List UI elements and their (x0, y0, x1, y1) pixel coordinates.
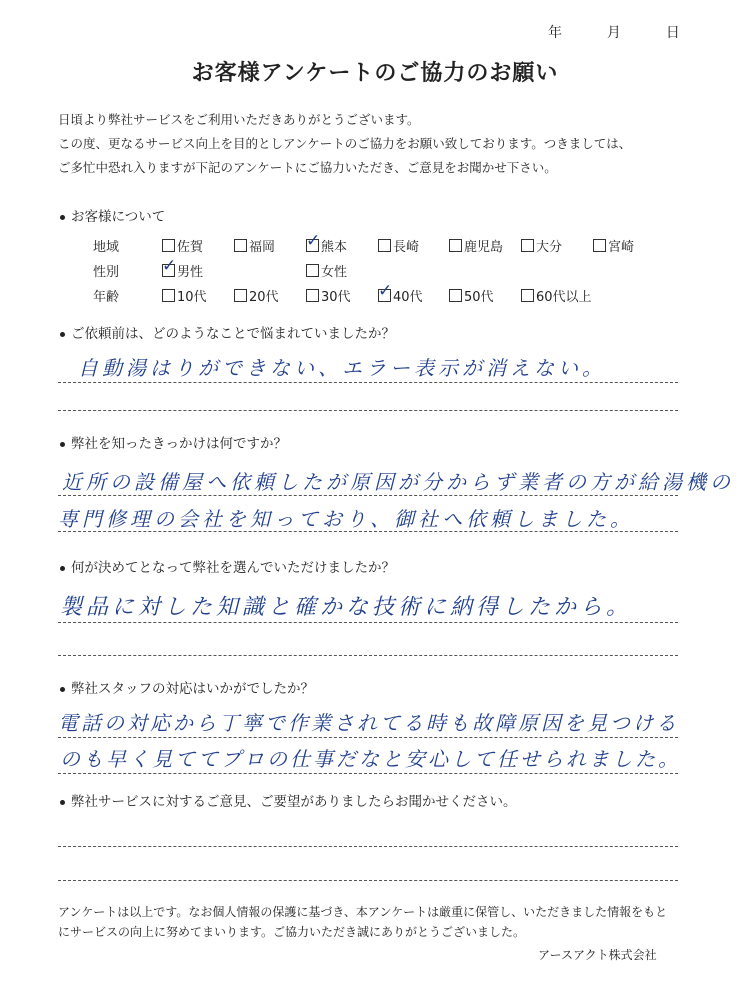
answer-1-rule (58, 382, 678, 383)
question-2: 弊社を知ったきっかけは何ですか？ (60, 432, 287, 452)
checkbox[interactable] (162, 239, 175, 252)
gender-option-male[interactable]: ✓ 男性 (162, 256, 204, 280)
date-year: 年 (548, 25, 562, 41)
answer-5-rule (58, 846, 678, 847)
checkbox[interactable] (234, 239, 247, 252)
age-option-50s[interactable]: 50代 (449, 286, 494, 305)
answer-4-rule (58, 737, 678, 738)
intro-line: 日頃より弊社サービスをご利用いただきありがとうございます。 (58, 112, 420, 127)
region-option-kumamoto[interactable]: ✓ 熊本 (306, 231, 348, 255)
answer-4-rule (58, 773, 678, 774)
checkbox[interactable] (521, 239, 534, 252)
region-option-miyazaki[interactable]: 宮崎 (593, 236, 634, 255)
answer-1-line-1: 自動湯はりができない、エラー表示が消えない。 (78, 356, 606, 380)
date-month: 月 (606, 25, 621, 41)
checkbox[interactable] (449, 239, 462, 252)
age-option-60s-plus[interactable]: 60代以上 (521, 286, 592, 305)
age-option-10s[interactable]: 10代 (162, 286, 207, 305)
region-label: 地域 (93, 240, 120, 255)
answer-2-rule (58, 531, 678, 532)
checkbox[interactable] (306, 231, 321, 252)
customer-heading: お客様について (60, 205, 165, 225)
region-option-saga[interactable]: 佐賀 (162, 236, 203, 255)
check-mark-icon: ✓ (378, 281, 393, 301)
bullet-icon (60, 332, 65, 337)
check-mark-icon: ✓ (306, 231, 321, 251)
question-5: 弊社サービスに対するご意見、ご要望がありましたらお聞かせください。 (60, 790, 517, 810)
age-option-20s[interactable]: 20代 (234, 286, 279, 305)
intro-line: この度、更なるサービス向上を目的としアンケートのご協力をお願い致しております。つきましては、 (58, 136, 632, 151)
question-1: ご依頼前は、どのようなことで悩まれていましたか？ (60, 322, 395, 342)
region-option-fukuoka[interactable]: 福岡 (234, 236, 275, 255)
footer-line: アンケートは以上です。なお個人情報の保護に基づき、本アンケートは厳重に保管し、いただきました情報をもと (58, 905, 668, 919)
region-option-oita[interactable]: 大分 (521, 236, 562, 255)
answer-2-line-1: 近所の設備屋へ依頼したが原因が分からず業者の方が給湯機の (62, 470, 734, 494)
answer-3-rule (58, 655, 678, 656)
checkbox[interactable] (162, 289, 175, 302)
bullet-icon (60, 687, 65, 692)
checkbox[interactable] (306, 264, 319, 277)
checkbox[interactable] (234, 289, 247, 302)
region-option-nagasaki[interactable]: 長崎 (378, 236, 419, 255)
checkbox[interactable] (449, 289, 462, 302)
question-3: 何が決めてとなって弊社を選んでいただけましたか？ (60, 556, 395, 576)
check-mark-icon: ✓ (162, 256, 177, 276)
bullet-icon (60, 215, 65, 220)
checkbox[interactable] (306, 289, 319, 302)
region-option-kagoshima[interactable]: 鹿児島 (449, 236, 503, 255)
date-line (548, 22, 680, 42)
answer-2-line-2: 専門修理の会社を知っており、御社へ依頼しました。 (58, 507, 634, 531)
page-title: お客様アンケートのご協力のお願い (191, 61, 559, 86)
age-option-30s[interactable]: 30代 (306, 286, 351, 305)
checkbox[interactable] (378, 281, 393, 302)
footer-note (58, 902, 667, 942)
gender-option-female[interactable]: 女性 (306, 261, 347, 280)
answer-4-line-2: のも早く見ててプロの仕事だなと安心して任せられました。 (60, 747, 681, 771)
answer-3-rule (58, 622, 678, 623)
intro-line: ご多忙中恐れ入りますが下記のアンケートにご協力いただき、ご意見をお聞かせ下さい。 (58, 160, 557, 175)
checkbox[interactable] (162, 256, 177, 277)
company-name: アースアクト株式会社 (538, 948, 657, 962)
bullet-icon (60, 442, 65, 447)
bullet-icon (60, 800, 65, 805)
date-day: 日 (665, 25, 680, 41)
answer-2-rule (58, 495, 678, 496)
checkbox[interactable] (378, 239, 391, 252)
bullet-icon (60, 566, 65, 571)
gender-label: 性別 (93, 265, 120, 280)
checkbox[interactable] (593, 239, 606, 252)
age-label: 年齢 (93, 290, 120, 305)
age-option-40s[interactable]: ✓ 40代 (378, 281, 423, 305)
checkbox[interactable] (521, 289, 534, 302)
intro-text (58, 108, 631, 180)
question-4: 弊社スタッフの対応はいかがでしたか？ (60, 677, 314, 697)
answer-4-line-1: 電話の対応から丁寧で作業されてる時も故障原因を見つける (58, 711, 679, 735)
answer-5-rule (58, 880, 678, 881)
footer-line: にサービスの向上に努めてまいります。ご協力いただき誠にありがとうございました。 (58, 925, 526, 939)
answer-1-rule (58, 410, 678, 411)
answer-3-line-1: 製品に対した知識と確かな技術に納得したから。 (60, 595, 633, 620)
